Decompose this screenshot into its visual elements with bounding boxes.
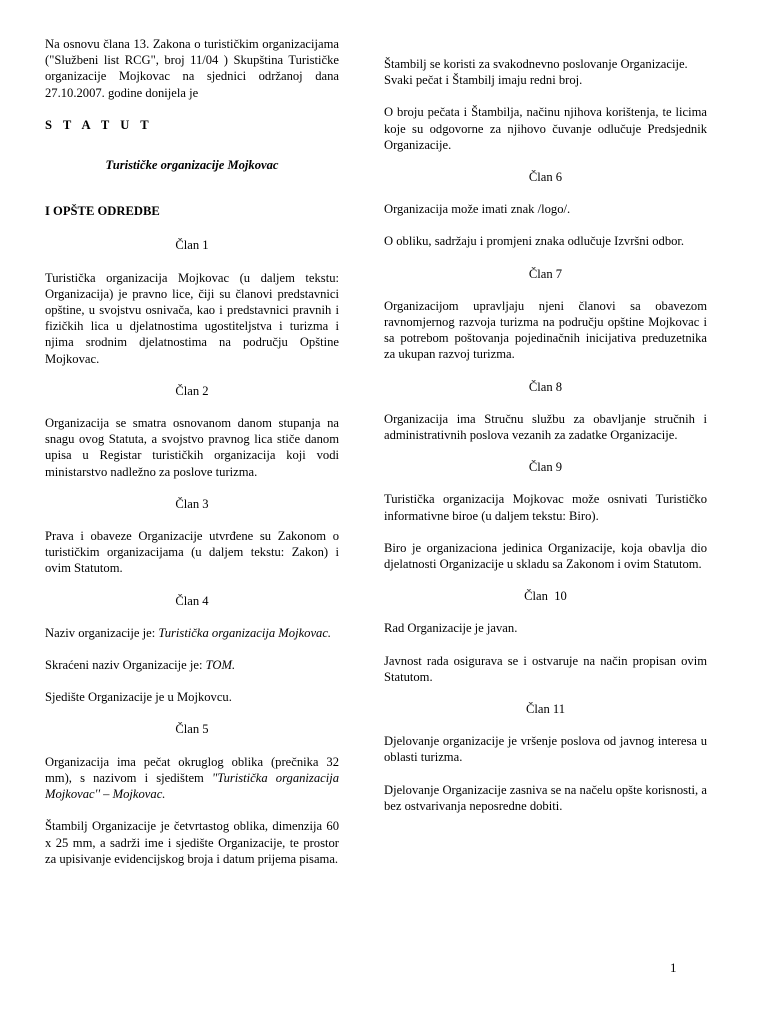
article-heading-7: Član 7 <box>528 266 563 281</box>
article-9-text: Turistička organizacija Mojkovac može osnivati Turističko informativne biroe (u daljem tekstu: Biro). <box>384 492 707 523</box>
right-column <box>384 56 707 830</box>
document-subtitle: Turističke organizacije Mojkovac <box>105 158 279 173</box>
article-8-text: Organizacija ima Stručnu službu za obavljanje stručnih i administrativnih poslova vezanih za zadatke Organizacije. <box>384 411 707 443</box>
article-6-text: Organizacija može imati znak /logo/. <box>384 202 571 217</box>
stamp-decision-paragraph: O broju pečata i Štambilja, načinu njihova korištenja, te licima koje su odgovorne za njihovo čuvanje odlučuje Predsjednik Organizacije. <box>384 105 707 152</box>
article-heading-5: Član 5 <box>175 722 209 737</box>
article-3-text: Prava i obaveze Organizacije utvrđene su Zakonom o turističkim organizacijama (u daljem tekstu: Zakon) i ovim Statutom. <box>45 529 339 576</box>
article-heading-2: Član 2 <box>175 383 209 398</box>
intro-paragraph: Na osnovu člana 13. Zakona o turističkim organizacijama ("Službeni list RCG", broj 11/04 ) Skupština Turističke organizacije Mojkovac na sjednici održanoj dana 27.10.2007. godine donijela je <box>45 37 339 100</box>
article-heading-3: Član 3 <box>175 496 209 511</box>
article-heading-10: Član 10 <box>524 589 567 604</box>
article-4-short-name <box>45 657 339 673</box>
article-6-text-2: O obliku, sadržaju i promjeni znaka odlučuje Izvršni odbor. <box>384 234 685 249</box>
article-4-seat: Sjedište Organizacije je u Mojkovcu. <box>45 690 232 705</box>
article-heading-6: Član 6 <box>528 170 563 185</box>
article-4-name-label: Naziv organizacije je: <box>45 625 159 640</box>
stamp-usage-paragraph <box>384 56 707 88</box>
article-heading-4: Član 4 <box>175 593 209 608</box>
section-heading: I OPŠTE ODREDBE <box>45 204 160 219</box>
article-10-text: Rad Organizacije je javan. <box>384 621 518 636</box>
article-5-seal-text: Organizacija ima pečat okruglog oblika (prečnika 32 mm), s nazivom i sjedištem <box>45 754 339 785</box>
article-4-short-label: Skraćeni naziv Organizacije je: <box>45 658 206 673</box>
document-title: S T A T U T <box>45 117 153 132</box>
stamp-usage-line-2: Svaki pečat i Štambilj imaju redni broj. <box>384 73 583 88</box>
article-1-text: Turistička organizacija Mojkovac (u daljem tekstu: Organizacija) je pravno lice, čiji su članovi predstavnici opštine, u svojstvu osnivača, kao i predstavnici pravnih i fizičkih lica u djelatnostima ugostiteljstva i turizma i njima srodnim djelatnostima na području Opštine Mojkovac. <box>45 270 339 366</box>
article-11-text-2: Djelovanje Organizacije zasniva se na načelu opšte korisnosti, a bez ostvarivanja neposredne dobiti. <box>384 782 707 813</box>
article-5-seal-name: "Turistička organizacija Mojkovac'' – Mojkovac. <box>45 770 339 802</box>
article-heading-11: Član 11 <box>525 702 566 717</box>
article-4-short-value: TOM. <box>205 658 236 673</box>
article-heading-9: Član 9 <box>528 460 563 475</box>
article-5-stamp: Štambilj Organizacije je četvrtastog oblika, dimenzija 60 x 25 mm, a sadrži ime i sjedište Organizacije, te prostor za upisivanje evidencijskog broja i datum prijema pisama. <box>45 819 339 866</box>
left-column <box>45 36 339 883</box>
article-heading-8: Član 8 <box>528 379 563 394</box>
article-10-text-2: Javnost rada osigurava se i ostvaruje na način propisan ovim Statutom. <box>384 653 707 684</box>
article-heading-1: Član 1 <box>175 238 209 253</box>
article-4-name-value: Turistička organizacija Mojkovac. <box>158 625 332 640</box>
article-9-text-2: Biro je organizaciona jedinica Organizacije, koja obavlja dio djelatnosti Organizacije u skladu sa Zakonom i ovim Statutom. <box>384 540 707 572</box>
article-2-text: Organizacija se smatra osnovanom danom stupanja na snagu ovog Statuta, a svojstvo pravnog lica stiče danom upisa u Registar turističkih organizacija koji vodi ministarstvo nadležno za poslove turizma. <box>45 416 339 479</box>
article-11-text: Djelovanje organizacije je vršenje poslova od javnog interesa u oblasti turizma. <box>384 734 707 765</box>
article-5-seal <box>45 754 339 803</box>
article-4-name <box>45 625 339 641</box>
page-number: 1 <box>670 960 677 975</box>
stamp-usage-line-1: Štambilj se koristi za svakodnevno poslovanje Organizacije. <box>384 57 688 71</box>
article-7-text: Organizacijom upravljaju njeni članovi sa obavezom ravnomjernog razvoja turizma na području opštine Mojkovac i sa potrebom poštovanja pojedinačnih inicijativa preduzetnika za ukupan razvoj turizma. <box>384 298 707 362</box>
